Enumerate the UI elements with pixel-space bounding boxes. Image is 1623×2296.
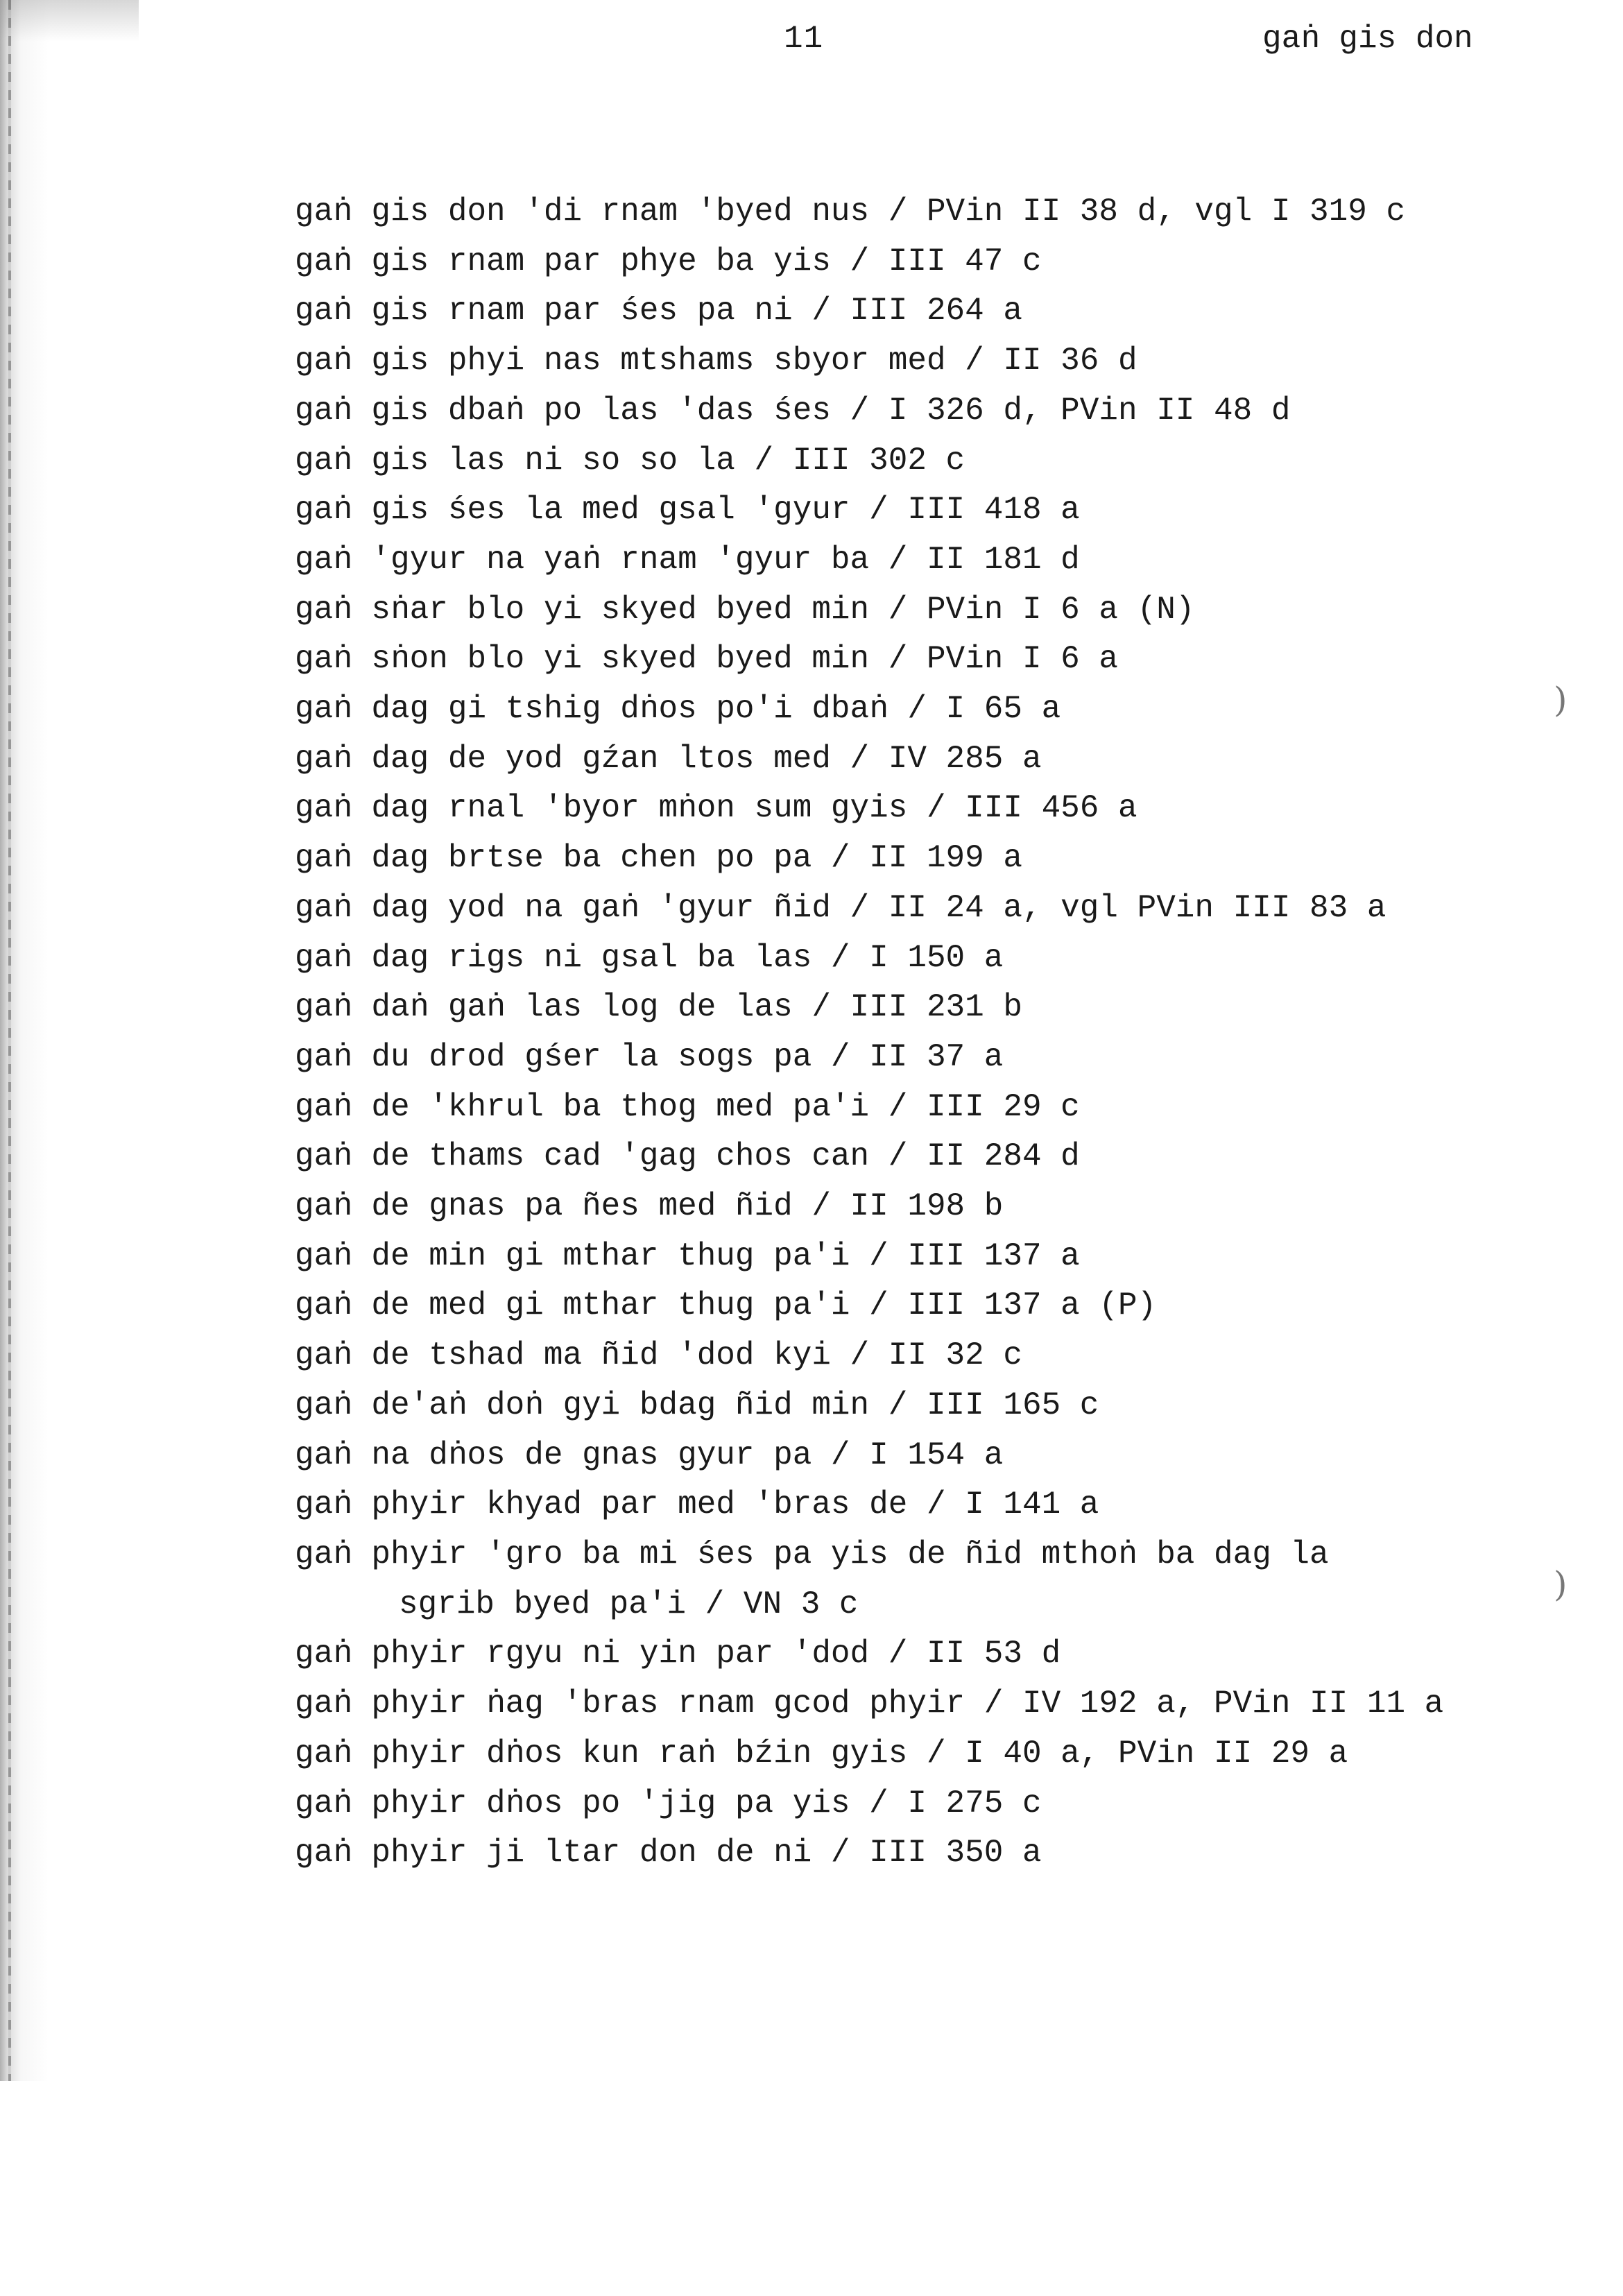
entry-18: gaṅ du drod gśer la sogs pa / II 37 a [295, 1038, 1004, 1075]
entry-25: gaṅ de'aṅ doṅ gyi bdag ñid min / III 165 c [295, 1387, 1099, 1423]
entry-16: gaṅ dag rigs ni gsal ba las / I 150 a [295, 939, 1004, 976]
entry-8: gaṅ 'gyur na yaṅ rnam 'gyur ba / II 181 d [295, 541, 1080, 578]
entry-27: gaṅ phyir khyad par med 'bras de / I 141 a [295, 1487, 1099, 1523]
entry-19: gaṅ de 'khrul ba thog med pa'i / III 29 c [295, 1088, 1080, 1125]
entry-4: gaṅ gis phyi nas mtshams sbyor med / II 36 d [295, 343, 1137, 379]
entry-22: gaṅ de min gi mthar thug pa'i / III 137 a [295, 1237, 1080, 1274]
entry-31: gaṅ phyir dṅos kun raṅ bźin gyis / I 40 a, PVin II 29 a [295, 1735, 1348, 1772]
entry-28-continuation: sgrib byed pa'i / VN 3 c [399, 1586, 859, 1622]
entry-7: gaṅ gis śes la med gsal 'gyur / III 418 a [295, 492, 1080, 529]
entry-17: gaṅ daṅ gaṅ las log de las / III 231 b [295, 989, 1022, 1026]
page-number: 11 [784, 21, 824, 57]
entry-10: gaṅ sṅon blo yi skyed byed min / PVin I 6 a [295, 641, 1118, 678]
entry-28: gaṅ phyir 'gro ba mi śes pa yis de ñid mthoṅ ba dag la sgrib byed pa'i / VN 3 c [295, 1530, 1613, 1629]
margin-paren-mark: ) [1554, 1564, 1568, 1604]
entry-3: gaṅ gis rnam par śes pa ni / III 264 a [295, 293, 1022, 329]
entry-12: gaṅ dag de yod gźan ltos med / IV 285 a [295, 740, 1042, 777]
entry-33: gaṅ phyir ji ltar don de ni / III 350 a [295, 1835, 1042, 1871]
entry-13: gaṅ dag rnal 'byor mṅon sum gyis / III 456 a [295, 790, 1137, 827]
entry-14: gaṅ dag brtse ba chen po pa / II 199 a [295, 840, 1022, 877]
entry-24: gaṅ de tshad ma ñid 'dod kyi / II 32 c [295, 1337, 1022, 1374]
entry-5: gaṅ gis dbaṅ po las 'das śes / I 326 d, PVin II 48 d [295, 392, 1291, 429]
entry-6: gaṅ gis las ni so so la / III 302 c [295, 442, 965, 479]
margin-paren-mark: ) [1554, 680, 1568, 720]
scan-shadow [0, 0, 104, 2081]
entry-15: gaṅ dag yod na gaṅ 'gyur ñid / II 24 a, vgl PVin III 83 a [295, 889, 1386, 926]
entry-23: gaṅ de med gi mthar thug pa'i / III 137 a (P) [295, 1287, 1157, 1324]
running-head: gaṅ gis don [1262, 21, 1473, 57]
entry-29: gaṅ phyir rgyu ni yin par 'dod / II 53 d [295, 1636, 1061, 1672]
entry-1: gaṅ gis don 'di rnam 'byed nus / PVin II 38 d, vgl I 319 c [295, 194, 1406, 230]
entry-9: gaṅ sṅar blo yi skyed byed min / PVin I 6 a (N) [295, 591, 1195, 628]
entry-21: gaṅ de gnas pa ñes med ñid / II 198 b [295, 1188, 1004, 1225]
entry-2: gaṅ gis rnam par phye ba yis / III 47 c [295, 243, 1042, 280]
entry-11: gaṅ dag gi tshig dṅos po'i dbaṅ / I 65 a [295, 691, 1061, 728]
entry-20: gaṅ de thams cad 'gag chos can / II 284 d [295, 1138, 1080, 1175]
index-entries [295, 187, 1613, 1878]
entry-32: gaṅ phyir dṅos po 'jig pa yis / I 275 c [295, 1785, 1042, 1822]
entry-30: gaṅ phyir ṅag 'bras rnam gcod phyir / IV 192 a, PVin II 11 a [295, 1686, 1444, 1722]
entry-26: gaṅ na dṅos de gnas gyur pa / I 154 a [295, 1437, 1004, 1473]
